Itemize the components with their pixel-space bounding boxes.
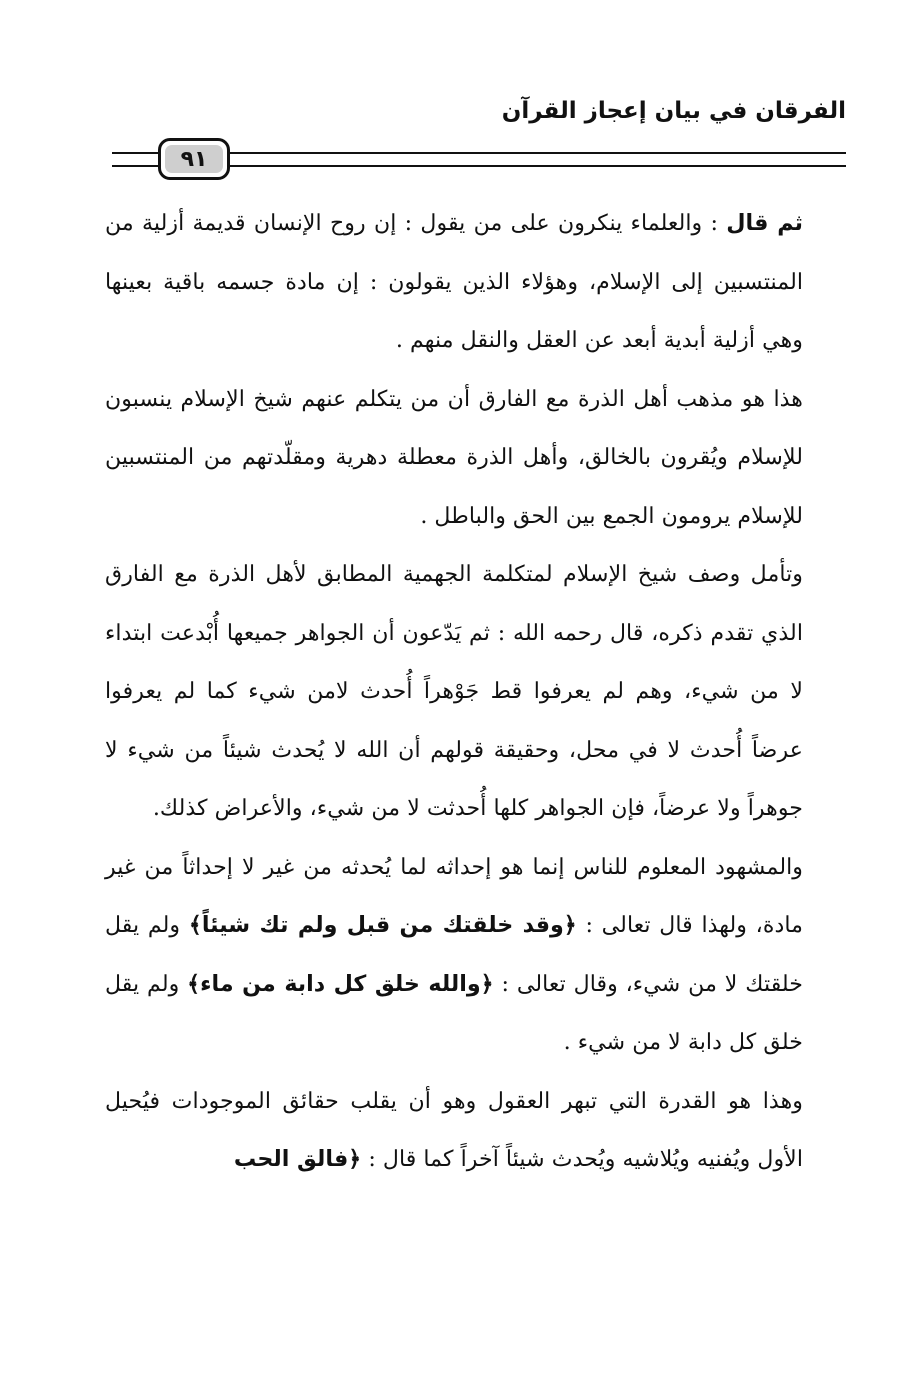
header-rule-left-lower [112, 165, 160, 167]
paragraph-5 [105, 1072, 843, 1189]
running-title: الفرقان في بيان إعجاز القرآن [501, 98, 846, 124]
quran-quote-2: ﴿والله خلق كل دابة من ماء﴾ [187, 970, 494, 997]
page-number: ٩١ [165, 145, 223, 173]
body-text [105, 194, 843, 1189]
page-number-badge [158, 138, 230, 180]
header-rule-right-lower [228, 165, 846, 167]
paragraph-3: وتأمل وصف شيخ الإسلام لمتكلمة الجهمية المطابق لأهل الذرة مع الفارق الذي تقدم ذكره، قال رحمه الله : ثم يَدّعون أن الجواهر جميعها أُبْدعت ابتداء لا من شيء، وهم لم يعرفوا قط جَوْهراً أُحدث لامن شيء كما لم يعرفوا عرضاً أُحدث لا في محل، وحقيقة قولهم أن الله لا يُحدث شيئاً من شيء لا جوهراً ولا عرضاً، فإن الجواهر كلها أُحدثت لا من شيء، والأعراض كذلك. [105, 561, 803, 821]
paragraph-2: هذا هو مذهب أهل الذرة مع الفارق أن من يتكلم عنهم شيخ الإسلام ينسبون للإسلام ويُقرون بالخالق، وأهل الذرة معطلة دهرية ومقلّدتهم من المنتسبين للإسلام يرومون الجمع بين الحق والباطل . [105, 385, 803, 529]
paragraph-4-text-3: ولم يقل خلق كل دابة لا من شيء . [105, 970, 803, 1055]
paragraph-4-text-1: والمشهود المعلوم للناس إنما هو إحداثه لما يُحدثه من غير لا إحداثاً من غير مادة، ولهذا قال تعالى : [105, 853, 803, 938]
paragraph-1-text: : والعلماء ينكرون على من يقول : إن روح الإنسان قديمة أزلية من المنتسبين إلى الإسلام، وهؤلاء الذين يقولون : إن مادة جسمه باقية بعينها وهي أزلية أبدية أبعد عن العقل والنقل منهم . [105, 210, 803, 353]
header-rule-left [112, 152, 160, 154]
quran-quote-1: ﴿وقد خلقتك من قبل ولم تك شيئاً﴾ [188, 912, 577, 938]
header-rule-right [228, 152, 846, 154]
paragraph-4-text-2: ولم يقل خلقتك لا من شيء، وقال تعالى : [105, 912, 803, 997]
quran-quote-3: ﴿فالق الحب [233, 1146, 362, 1172]
paragraph-1-lead: ثم قال [726, 210, 803, 236]
paragraph-1 [105, 194, 843, 370]
paragraph-5-text: وهذا هو القدرة التي تبهر العقول وهو أن يقلب حقائق الموجودات فيُحيل الأول ويُفنيه ويُلاشيه ويُحدث شيئاً آخراً كما قال : [105, 1087, 803, 1172]
paragraph-4 [105, 838, 843, 1072]
